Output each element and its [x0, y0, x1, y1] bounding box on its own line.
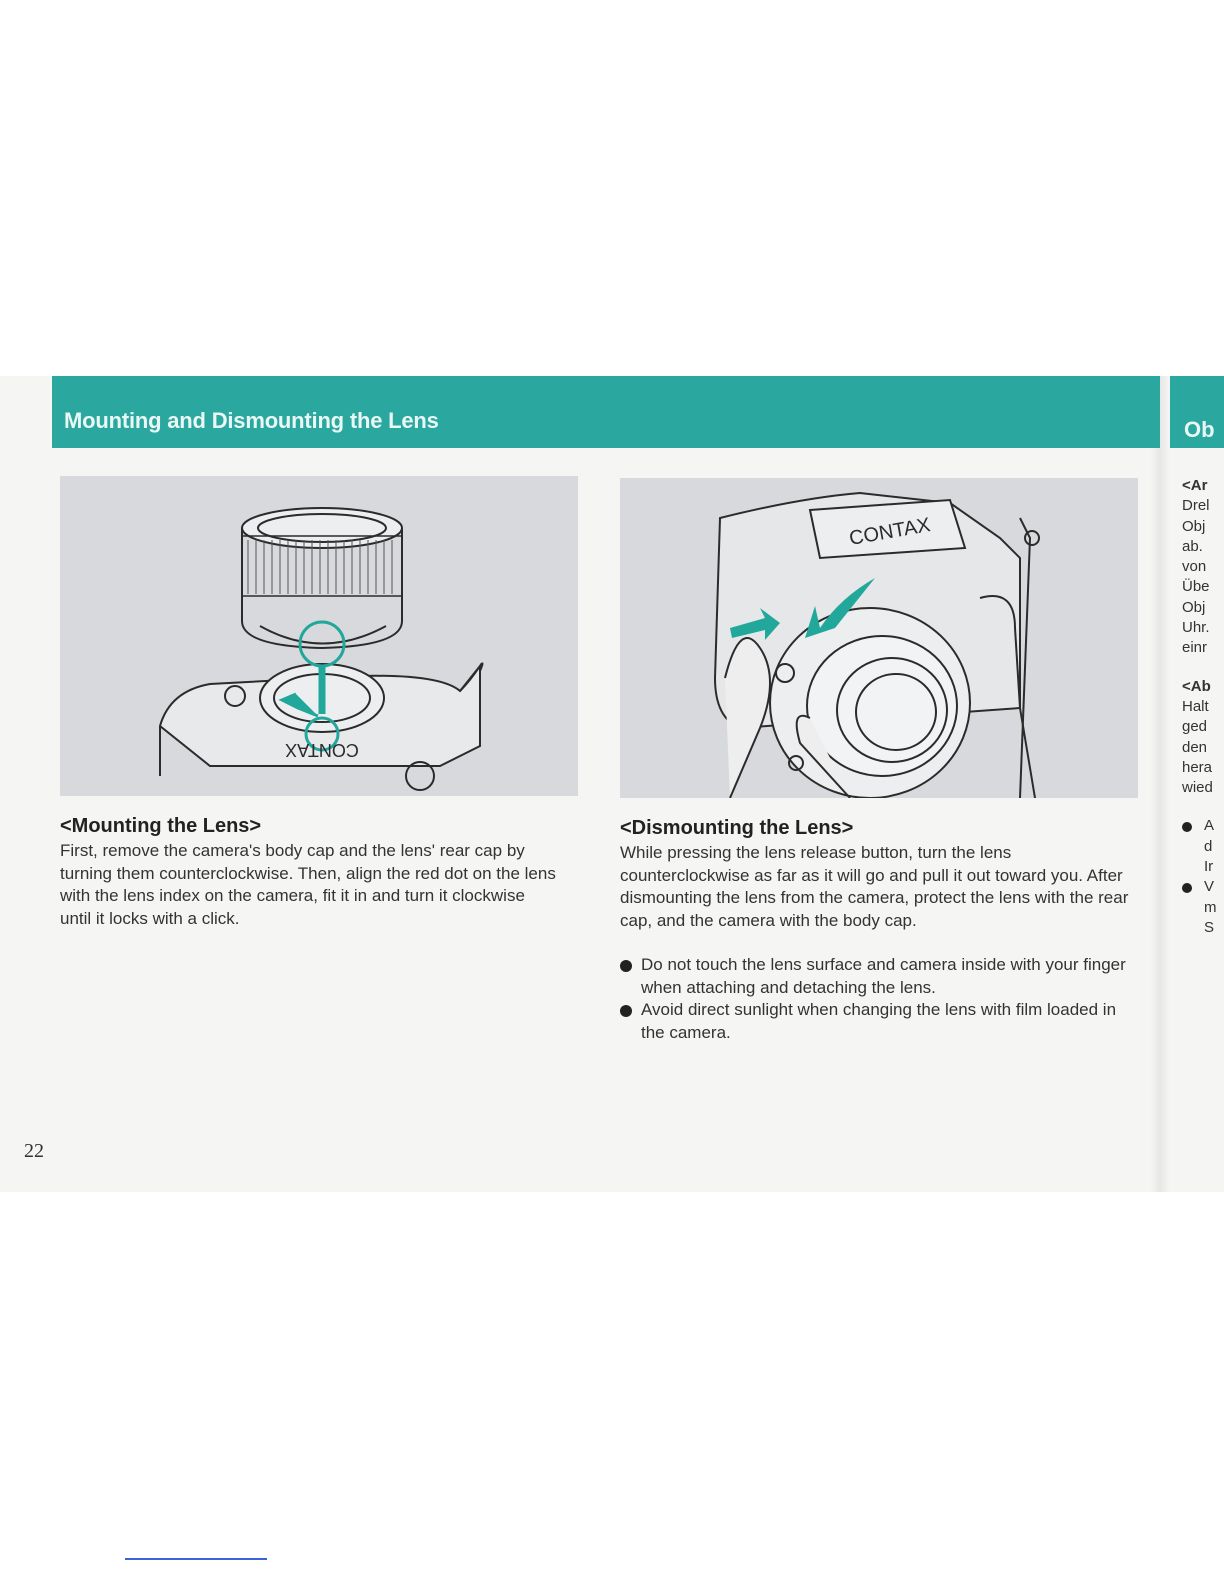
page-number: 22 — [24, 1140, 44, 1162]
caution-item: Avoid direct sunlight when changing the lens with film loaded in the camera. — [620, 999, 1140, 1044]
mounting-body: First, remove the camera's body cap and the lens' rear cap by turning them counterclockwise. Then, align the red dot on the lens with the lens index on the camera, fit it in and turn it clockwise until it locks with a click. — [60, 841, 556, 928]
dismounting-section — [620, 817, 1140, 1044]
mounting-heading: <Mounting the Lens> — [60, 815, 262, 837]
next-page-fragment: <Ar Drel Obj ab. von Übe Obj Uhr. einr <Ab Halt ged den hera wied A d Ir V m S — [1182, 477, 1217, 936]
page-fold — [1150, 376, 1170, 1192]
mounting-drawing — [60, 476, 578, 796]
next-page-title: Ob — [1184, 417, 1215, 442]
dismounting-camera-brand: CONTAX — [847, 514, 933, 550]
dismounting-illustration — [620, 478, 1138, 798]
caution-item: Do not touch the lens surface and camera inside with your finger when attaching and detaching the lens. — [620, 954, 1140, 999]
dismounting-drawing — [620, 478, 1138, 798]
mounting-illustration — [60, 476, 578, 796]
dismounting-heading: <Dismounting the Lens> — [620, 817, 854, 839]
mounting-camera-brand: CONTAX — [285, 740, 359, 760]
mounting-section — [60, 815, 560, 930]
bullet-icon — [1182, 822, 1192, 832]
section-title: Mounting and Dismounting the Lens — [64, 408, 439, 433]
bullet-icon — [1182, 883, 1192, 893]
bullet-icon — [620, 1005, 632, 1017]
caution-list — [620, 954, 1140, 1044]
dismounting-body: While pressing the lens release button, turn the lens counterclockwise as far as it will go and pull it out toward you. After dismounting the lens from the camera, protect the lens with the rear cap, and the camera with the body cap. — [620, 843, 1129, 930]
bottom-rule — [125, 1558, 267, 1560]
bullet-icon — [620, 960, 632, 972]
